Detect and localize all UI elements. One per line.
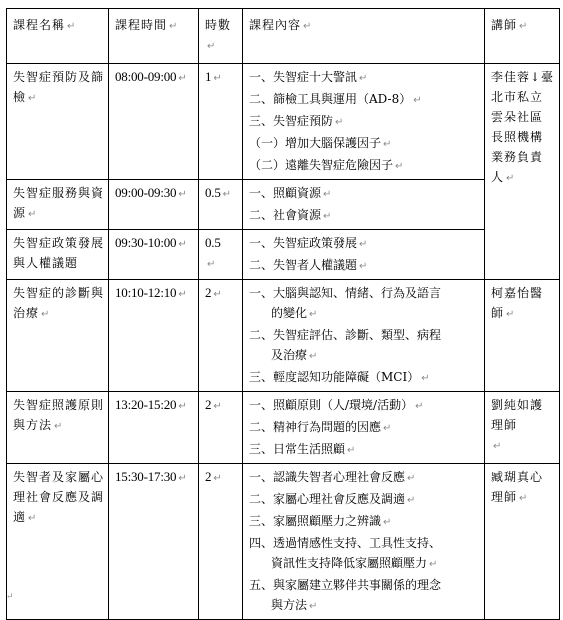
course-name-cell: 失智症政策發展與人權議題	[7, 230, 109, 280]
content-item: 三、日常生活照顧 ↵	[249, 442, 356, 456]
content-item: 二、家屬心理社會反應及調適 ↵	[249, 492, 416, 506]
lecturer-cell: 李佳蓉↓臺北市私立雲朵社區長照機構業務負責人 ↵	[485, 64, 560, 280]
content-item: 三、家屬照顧壓力之辨識 ↵	[249, 514, 392, 528]
table-row	[7, 280, 560, 392]
course-content-cell	[243, 464, 485, 620]
hours-cell: 2 ↵	[199, 392, 243, 464]
content-item: 二、失智者人權議題 ↵	[249, 258, 368, 272]
content-item: 二、篩檢工具與運用（AD-8） ↵	[249, 92, 422, 106]
course-schedule-table	[6, 8, 560, 620]
content-item: 資訊性支持降低家屬照顧壓力 ↵	[271, 556, 438, 570]
content-item: 四、透過情感性支持、工具性支持、	[249, 536, 442, 550]
table-row	[7, 392, 560, 464]
course-content-cell	[243, 64, 485, 180]
course-time-cell: 10:10-12:10 ↵	[109, 280, 199, 392]
course-name-cell: 失智症的診斷與治療 ↵	[7, 280, 109, 392]
content-item: 一、認識失智者心理社會反應 ↵	[249, 470, 416, 484]
hours-cell: 0.5 ↵	[199, 180, 243, 230]
table-row	[7, 230, 560, 280]
course-name-cell: 失智者及家屬心理社會反應及調適 ↵	[7, 464, 109, 620]
hours-cell: 2 ↵	[199, 280, 243, 392]
content-item: （二）遠離失智症危險因子 ↵	[249, 158, 404, 172]
hours-cell: 2 ↵	[199, 464, 243, 620]
table-row	[7, 64, 560, 180]
course-time-cell: 09:30-10:00 ↵	[109, 230, 199, 280]
hours-cell: 0.5 ↵	[199, 230, 243, 280]
course-name-cell: 失智症預防及篩檢 ↵	[7, 64, 109, 180]
table-header-row	[7, 9, 560, 64]
content-item: 三、輕度認知功能障礙（MCI） ↵	[249, 370, 430, 384]
course-content-cell	[243, 280, 485, 392]
content-item: 的變化 ↵	[271, 306, 318, 320]
content-item: 二、失智症評估、診斷、類型、病程	[249, 328, 442, 342]
table-row	[7, 180, 560, 230]
content-item: 一、照顧資源 ↵	[249, 186, 332, 200]
course-time-cell: 13:20-15:20 ↵	[109, 392, 199, 464]
header-course-name: 課程名稱 ↵	[7, 9, 109, 64]
course-time-cell: 09:00-09:30 ↵	[109, 180, 199, 230]
course-content-cell	[243, 392, 485, 464]
course-content-cell	[243, 180, 485, 230]
content-item: 與方法 ↵	[271, 598, 318, 612]
lecturer-cell: 劉純如護理師 ↵	[485, 392, 560, 464]
content-item: 二、社會資源 ↵	[249, 208, 332, 222]
lecturer-cell: 柯嘉怡醫師 ↵	[485, 280, 560, 392]
header-course-time: 課程時間 ↵	[109, 9, 199, 64]
course-name-cell: 失智症照護原則與方法 ↵	[7, 392, 109, 464]
content-item: 一、失智症政策發展 ↵	[249, 236, 368, 250]
header-lecturer: 講師 ↵	[485, 9, 560, 64]
content-item: 三、失智症預防 ↵	[249, 114, 344, 128]
content-item: 一、失智症十大警訊 ↵	[249, 70, 368, 84]
trailing-paragraph-mark: ↵	[6, 592, 14, 602]
content-item: 二、精神行為問題的因應 ↵	[249, 420, 392, 434]
content-item: 一、大腦與認知、情緒、行為及語言	[249, 286, 442, 300]
course-name-cell: 失智症服務與資源 ↵	[7, 180, 109, 230]
hours-cell: 1 ↵	[199, 64, 243, 180]
content-item: 及治療 ↵	[271, 348, 318, 362]
table-row	[7, 464, 560, 620]
lecturer-cell: 臧瑚真心理師 ↵	[485, 464, 560, 620]
content-item: 一、照顧原則（人/環境/活動） ↵	[249, 398, 424, 412]
cropped-text-remnant	[6, 0, 9, 8]
course-time-cell: 15:30-17:30 ↵	[109, 464, 199, 620]
header-course-content: 課程內容 ↵	[243, 9, 485, 64]
course-content-cell	[243, 230, 485, 280]
content-item: （一）增加大腦保護因子 ↵	[249, 136, 392, 150]
header-hours: 時數↵	[199, 9, 243, 64]
content-item: 五、與家屬建立夥伴共事關係的理念	[249, 578, 442, 592]
course-time-cell: 08:00-09:00 ↵	[109, 64, 199, 180]
